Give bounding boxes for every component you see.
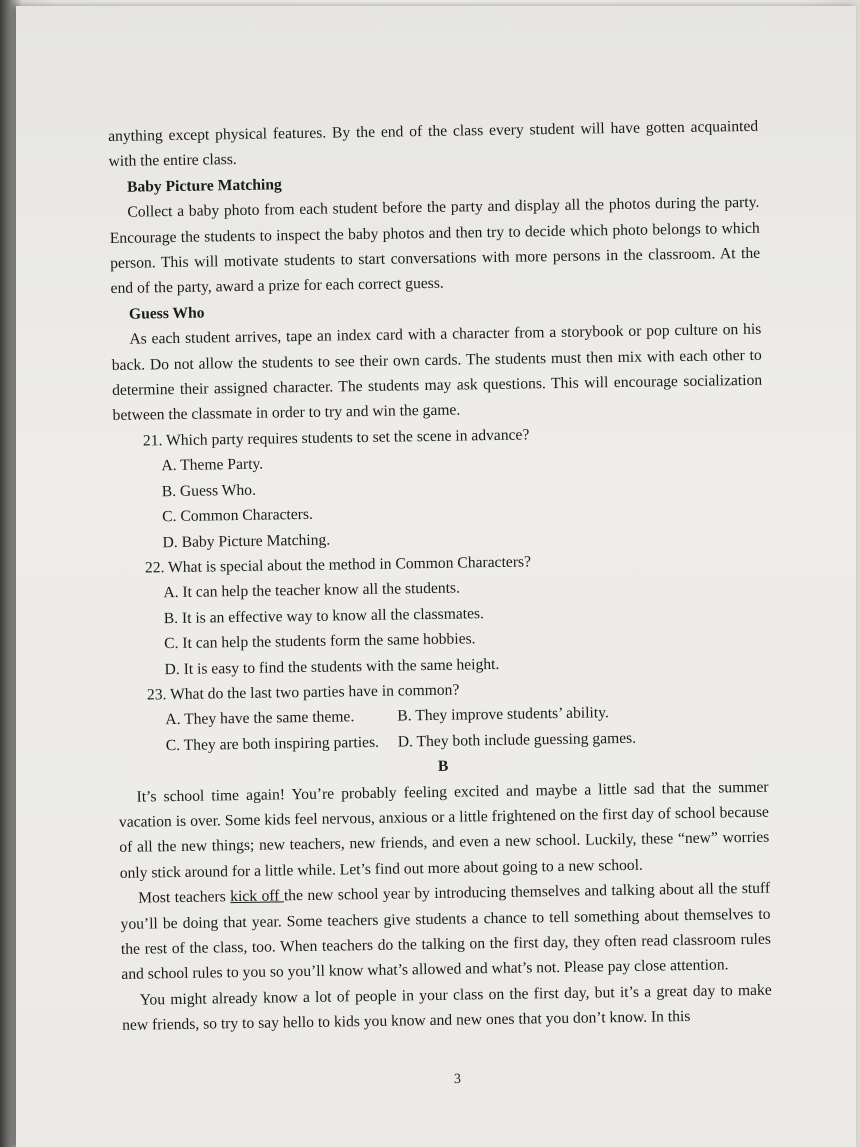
paragraph-2-start: Most teachers bbox=[138, 888, 231, 907]
q23-option-a: A. They have the same theme. bbox=[165, 708, 355, 729]
q21-option-d: D. Baby Picture Matching. bbox=[162, 531, 331, 551]
page-content bbox=[108, 114, 772, 1039]
q22-option-d: D. It is easy to find the students with the same height. bbox=[164, 655, 500, 678]
q23-option-d: D. They both include guessing games. bbox=[397, 729, 637, 751]
passage-b-paragraph-2 bbox=[120, 876, 772, 988]
underlined-phrase: kick off bbox=[230, 887, 285, 906]
q21-option-b: B. Guess Who. bbox=[161, 481, 257, 500]
q22-option-b: B. It is an effective way to know all the classmates. bbox=[163, 604, 485, 627]
page-number: 3 bbox=[453, 1071, 462, 1088]
section-heading-guess-who: Guess Who bbox=[128, 304, 205, 323]
passage-b-label: B bbox=[437, 757, 449, 776]
passage-a-intro: anything except physical features. By the end of the class every student will have gotten acquainted with the entire class. bbox=[108, 117, 759, 171]
q21-option-c: C. Common Characters. bbox=[162, 505, 314, 526]
q22-option-a: A. It can help the teacher know all the students. bbox=[163, 579, 461, 602]
passage-b-paragraph-3: You might already know a lot of people in your class on the first day, but it’s a great day to make new friends, so try to say hello to kids you know and new ones that you don’t know. In this bbox=[122, 981, 772, 1035]
paragraph-2-rest: the new school year by introducing themselves and talking about all the stuff you’ll be doing that year. Some teachers give students a chance to tell something about themselves to the rest of the class, too. When teachers do the talking on the first day, they often read classroom rules and school rules to you so you’ll know what’s allowed and what’s not. Please pay close attention. bbox=[120, 879, 772, 984]
q23-option-c: C. They are both inspiring parties. bbox=[165, 733, 380, 754]
question-23: 23. What do the last two parties have in common? bbox=[146, 681, 460, 704]
exam-page bbox=[16, 6, 856, 1147]
question-22: 22. What is special about the method in Common Characters? bbox=[144, 553, 532, 577]
q23-option-b: B. They improve students’ ability. bbox=[397, 704, 609, 725]
section-heading-baby-picture: Baby Picture Matching bbox=[126, 176, 282, 196]
q22-option-c: C. It can help the students form the same hobbies. bbox=[164, 630, 476, 653]
section-body-guess-who: As each student arrives, tape an index card with a character from a storybook or pop culture on his back. Do not allow the students to see their own cards. The students must then mix with each other to determine their assigned character. The students may ask questions. This will encourage socialization between the classmate in order to try and win the game. bbox=[111, 321, 763, 425]
question-21: 21. Which party requires students to set the scene in advance? bbox=[142, 426, 530, 450]
section-body-baby-picture: Collect a baby photo from each student before the party and display all the photos during the party. Encourage the students to inspect the baby photos and then try to decide which photo belongs to which person. This will motivate students to start conversations with more persons in the classroom. At the end of the party, award a prize for each correct guess. bbox=[109, 193, 761, 298]
q21-option-a: A. Theme Party. bbox=[161, 455, 264, 475]
passage-b-paragraph-1: It’s school time again! You’re probably feeling excited and maybe a little sad that the summer vacation is over. Some kids feel nervous, anxious or a little frightened on the first day of school because of all the new things; new teachers, new friends, and even a new school. Luckily, these “new” worries only stick around for a little while. Let’s find out more about going to a new school. bbox=[118, 778, 770, 882]
